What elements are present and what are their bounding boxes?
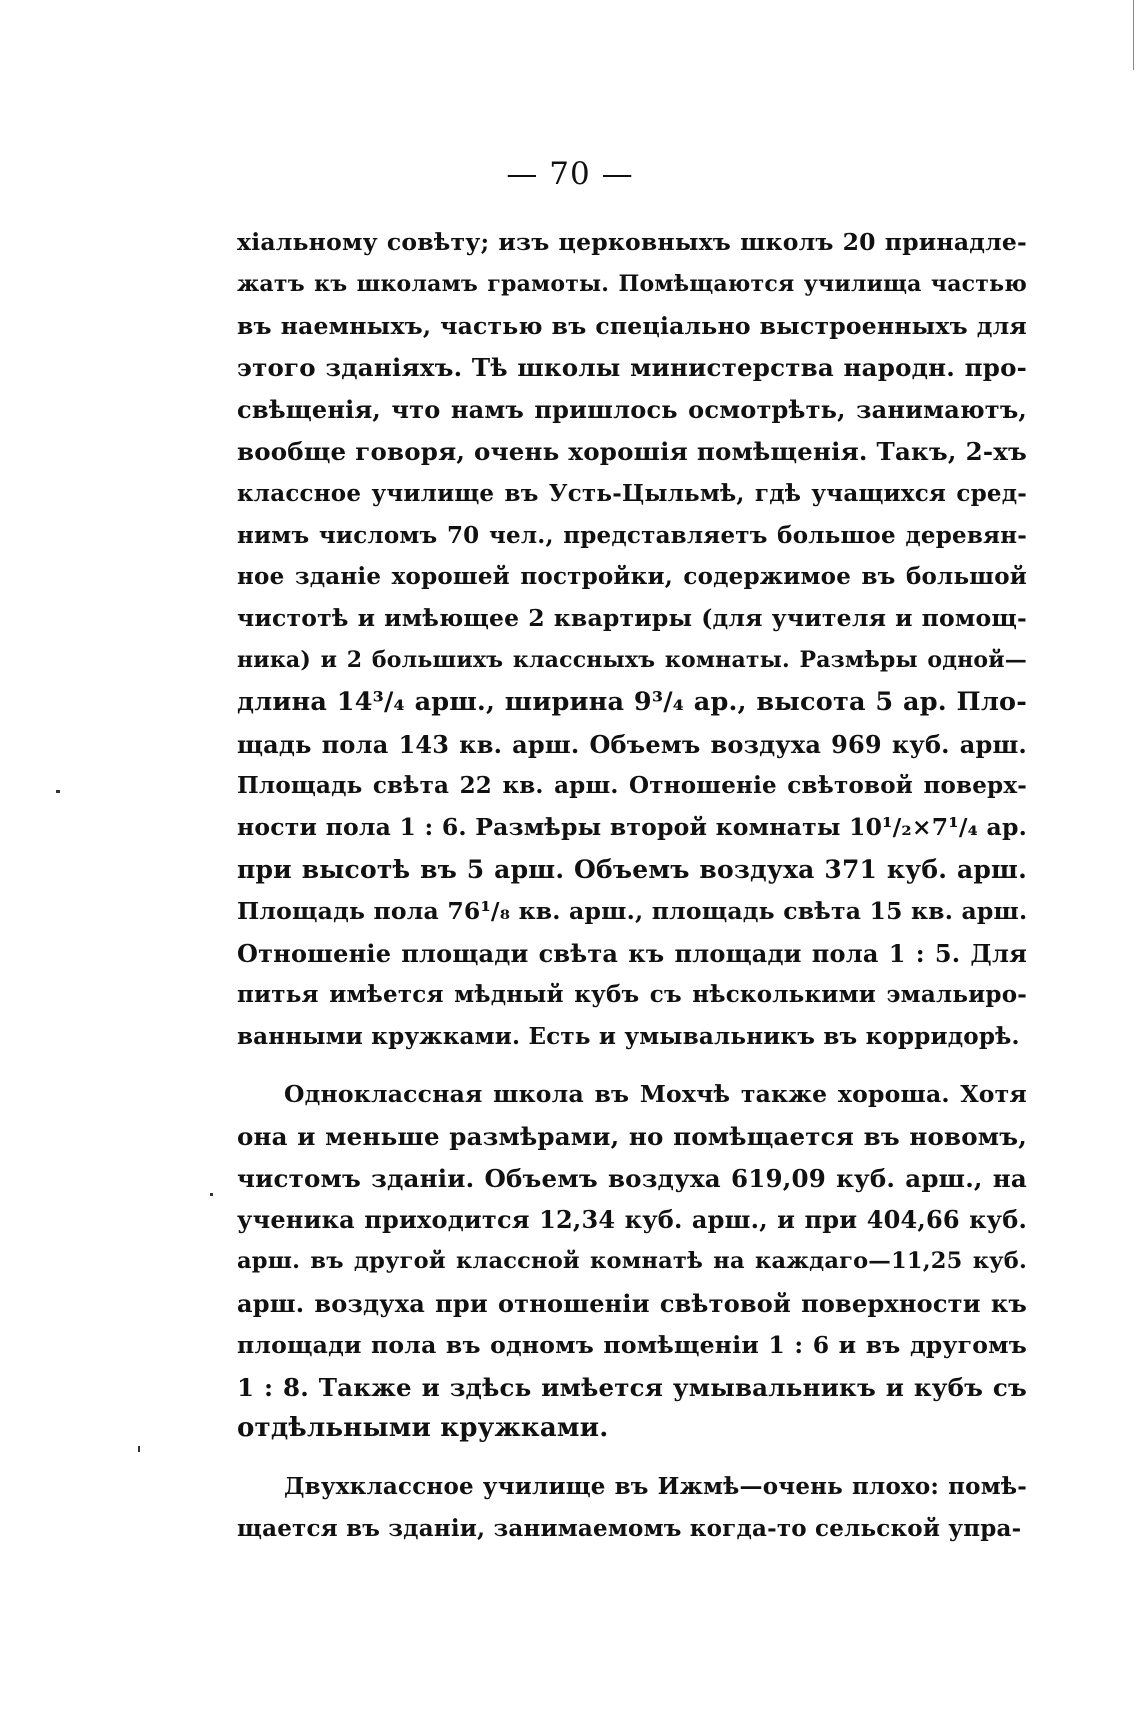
paragraph <box>237 222 1027 1058</box>
page-number: — 70 — <box>506 156 634 192</box>
text-line: ванными кружками. Есть и умывальникъ въ корридорѣ. <box>237 1023 1020 1051</box>
paragraph <box>237 1466 1027 1550</box>
scan-edge-mark <box>1133 0 1134 70</box>
text-line: вообще говоря, очень хорошія помѣщенія. Такъ, 2-хъ <box>237 436 1027 466</box>
text-line: щается въ зданіи, занимаемомъ когда-то сельской упра- <box>237 1514 1022 1542</box>
scan-speck <box>138 1446 140 1452</box>
text-line: она и меньше размѣрами, но помѣщается въ новомъ, <box>237 1121 1027 1151</box>
text-line: питья имѣется мѣдный кубъ съ нѣсколькими эмальиро- <box>237 981 1027 1009</box>
text-line: классное училище въ Усть-Цыльмѣ, гдѣ учащихся сред- <box>237 479 1027 507</box>
text-line: чистомъ зданіи. Объемъ воздуха 619,09 куб. арш., на <box>237 1163 1027 1193</box>
text-line: Площадь пола 76¹/₈ кв. арш., площадь свѣта 15 кв. арш. <box>237 896 1028 925</box>
text-line: при высотѣ въ 5 арш. Объемъ воздуха 371 куб. арш. <box>237 854 1027 884</box>
text-line: 1 : 8. Также и здѣсь имѣется умывальникъ и кубъ съ <box>237 1372 1027 1402</box>
scan-speck <box>56 790 60 793</box>
text-line: въ наемныхъ, частью въ спеціально выстроенныхъ для <box>237 311 1027 340</box>
paragraph-gap <box>237 1058 1027 1074</box>
text-line: длина 14³/₄ арш., ширина 9³/₄ ар., высота 5 ар. Пло- <box>237 686 1027 717</box>
paragraph-gap <box>237 1450 1027 1466</box>
text-line: ности пола 1 : 6. Размѣры второй комнаты 10¹/₂×7¹/₄ ар. <box>237 813 1027 842</box>
text-line: ника) и 2 большихъ классныхъ комнаты. Размѣры одной— <box>237 646 1027 673</box>
text-line: арш. въ другой классной комнатѣ на каждаго—11,25 куб. <box>237 1248 1027 1275</box>
text-line: Отношеніе площади свѣта къ площади пола 1 : 5. Для <box>237 938 1027 968</box>
text-line: щадь пола 143 кв. арш. Объемъ воздуха 969 куб. арш. <box>237 729 1027 759</box>
body-text <box>237 222 1027 1550</box>
text-line: Двухклассное училище въ Ижмѣ—очень плохо: помѣ- <box>284 1473 1027 1501</box>
text-line: ное зданіе хорошей постройки, содержимое въ большой <box>237 563 1027 591</box>
text-line: свѣщенія, что намъ пришлось осмотрѣть, занимаютъ, <box>237 395 1027 425</box>
scan-speck <box>210 1193 213 1196</box>
text-line: ученика приходится 12,34 куб. арш., и при 404,66 куб. <box>237 1205 1027 1235</box>
text-line: жатъ къ школамъ грамоты. Помѣщаются училища частью <box>237 270 1027 297</box>
text-line: этого зданіяхъ. Тѣ школы министерства народн. про- <box>237 353 1027 383</box>
text-line: Площадь свѣта 22 кв. арш. Отношеніе свѣтовой поверх- <box>237 772 1027 800</box>
text-line: нимъ числомъ 70 чел., представляетъ большое деревян- <box>237 521 1027 549</box>
text-line: Одноклассная школа въ Мохчѣ также хороша. Хотя <box>284 1079 1027 1108</box>
text-line: чистотѣ и имѣющее 2 квартиры (для учителя и помощ- <box>237 604 1027 633</box>
text-line: хіальному совѣту; изъ церковныхъ школъ 20 принадле- <box>237 228 1027 256</box>
paragraph <box>237 1074 1027 1450</box>
text-line: арш. воздуха при отношеніи свѣтовой поверхности къ <box>237 1288 1027 1318</box>
text-line: отдѣльными кружками. <box>237 1413 609 1444</box>
text-line: площади пола въ одномъ помѣщеніи 1 : 6 и въ другомъ <box>237 1330 1027 1359</box>
